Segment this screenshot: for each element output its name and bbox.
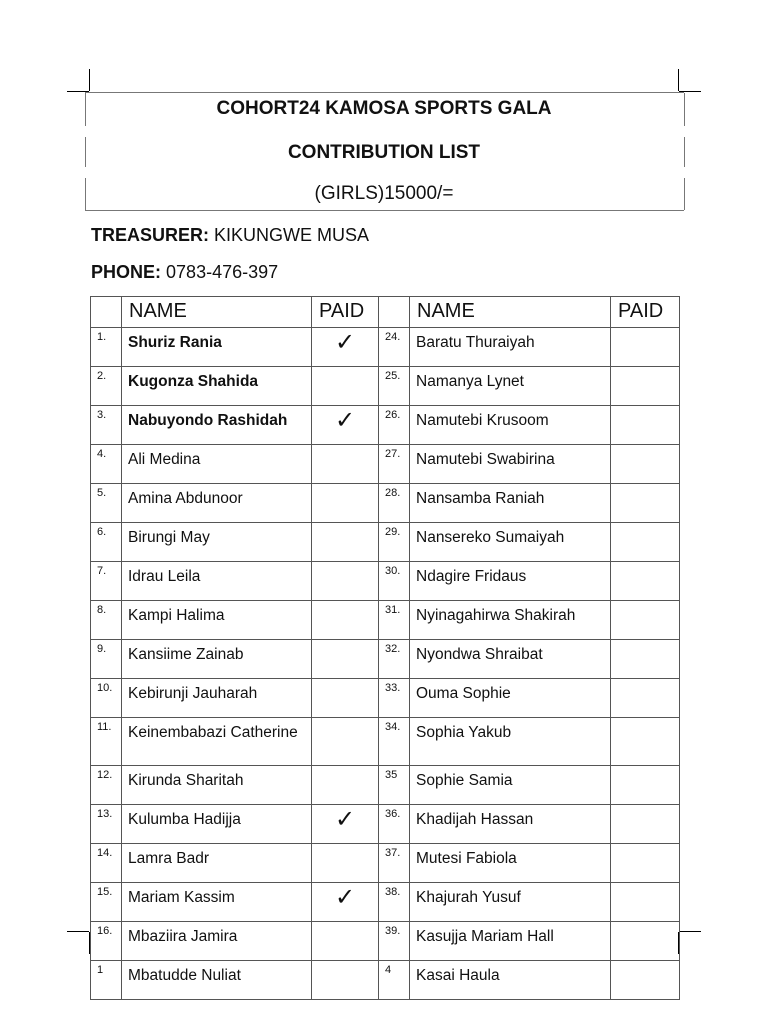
paid-cell-left — [312, 601, 379, 640]
student-name-left: Kulumba Hadijja — [122, 805, 312, 844]
row-number-left: 2. — [91, 367, 122, 406]
header-paid-left: PAID — [312, 297, 379, 328]
student-name-right: Namanya Lynet — [410, 367, 611, 406]
row-number-right: 25. — [379, 367, 410, 406]
student-name-left: Amina Abdunoor — [122, 484, 312, 523]
student-name-right: Nansamba Raniah — [410, 484, 611, 523]
paid-cell-left — [312, 805, 379, 844]
student-name-left: Ali Medina — [122, 445, 312, 484]
paid-cell-right — [611, 406, 680, 445]
row-number-left: 16. — [91, 922, 122, 961]
paid-cell-right — [611, 766, 680, 805]
row-number-right: 26. — [379, 406, 410, 445]
table-row — [91, 406, 680, 445]
row-number-left: 1. — [91, 328, 122, 367]
table-row — [91, 922, 680, 961]
row-number-left: 9. — [91, 640, 122, 679]
paid-cell-right — [611, 562, 680, 601]
row-number-left: 15. — [91, 883, 122, 922]
student-name-right: Ouma Sophie — [410, 679, 611, 718]
table-row — [91, 679, 680, 718]
student-name-left: Shuriz Rania — [122, 328, 312, 367]
row-number-left: 10. — [91, 679, 122, 718]
row-number-left: 7. — [91, 562, 122, 601]
paid-cell-right — [611, 718, 680, 766]
student-name-right: Sophia Yakub — [410, 718, 611, 766]
student-name-right: Namutebi Krusoom — [410, 406, 611, 445]
page-subtitle: CONTRIBUTION LIST — [287, 142, 481, 163]
paid-cell-right — [611, 922, 680, 961]
header-bottom-border — [85, 210, 684, 211]
row-number-left: 6. — [91, 523, 122, 562]
page-title: COHORT24 KAMOSA SPORTS GALA — [216, 98, 552, 119]
student-name-left: Mariam Kassim — [122, 883, 312, 922]
treasurer-line — [91, 225, 369, 246]
student-name-right: Khajurah Yusuf — [410, 883, 611, 922]
table-row — [91, 844, 680, 883]
row-number-right: 34. — [379, 718, 410, 766]
row-number-left: 3. — [91, 406, 122, 445]
table-row — [91, 718, 680, 766]
student-name-right: Nyondwa Shraibat — [410, 640, 611, 679]
table-row — [91, 484, 680, 523]
crop-mark-top-right-v — [678, 69, 679, 91]
table-row — [91, 328, 680, 367]
student-name-right: Sophie Samia — [410, 766, 611, 805]
row-number-right: 28. — [379, 484, 410, 523]
student-name-left: Kebirunji Jauharah — [122, 679, 312, 718]
row-number-right: 27. — [379, 445, 410, 484]
paid-cell-right — [611, 523, 680, 562]
paid-cell-left — [312, 718, 379, 766]
check-mark-icon: ✓ — [334, 806, 356, 833]
paid-cell-left — [312, 883, 379, 922]
row-number-left: 12. — [91, 766, 122, 805]
paid-cell-right — [611, 484, 680, 523]
row-number-left: 8. — [91, 601, 122, 640]
header-name-right: NAME — [410, 297, 611, 328]
row-number-right: 38. — [379, 883, 410, 922]
header-num-right — [379, 297, 410, 328]
student-name-right: Mutesi Fabiola — [410, 844, 611, 883]
table-row — [91, 601, 680, 640]
student-name-right: Namutebi Swabirina — [410, 445, 611, 484]
table-row — [91, 961, 680, 1000]
paid-cell-left — [312, 961, 379, 1000]
student-name-right: Baratu Thuraiyah — [410, 328, 611, 367]
phone-value: 0783-476-397 — [166, 262, 279, 282]
student-name-right: Nansereko Sumaiyah — [410, 523, 611, 562]
crop-mark-bottom-right-h — [679, 931, 701, 932]
student-name-right: Nyinagahirwa Shakirah — [410, 601, 611, 640]
row-number-left: 1 — [91, 961, 122, 1000]
check-mark-icon: ✓ — [334, 329, 356, 356]
check-mark-icon: ✓ — [334, 884, 356, 911]
header-paid-right: PAID — [611, 297, 680, 328]
table-row — [91, 640, 680, 679]
student-name-left: Kampi Halima — [122, 601, 312, 640]
row-number-right: 35 — [379, 766, 410, 805]
table-body — [91, 328, 680, 1000]
treasurer-label: TREASURER: — [91, 225, 210, 245]
paid-cell-left — [312, 844, 379, 883]
row-number-right: 29. — [379, 523, 410, 562]
paid-cell-left — [312, 328, 379, 367]
paid-cell-left — [312, 445, 379, 484]
crop-mark-bottom-left-h — [67, 931, 89, 932]
row-number-right: 31. — [379, 601, 410, 640]
table-row — [91, 562, 680, 601]
paid-cell-right — [611, 961, 680, 1000]
student-name-right: Khadijah Hassan — [410, 805, 611, 844]
student-name-left: Lamra Badr — [122, 844, 312, 883]
table-row — [91, 883, 680, 922]
student-name-left: Kugonza Shahida — [122, 367, 312, 406]
paid-cell-right — [611, 601, 680, 640]
paid-cell-left — [312, 484, 379, 523]
student-name-left: Kirunda Sharitah — [122, 766, 312, 805]
header-name-left: NAME — [122, 297, 312, 328]
row-number-right: 33. — [379, 679, 410, 718]
paid-cell-left — [312, 367, 379, 406]
paid-cell-right — [611, 883, 680, 922]
treasurer-value: KIKUNGWE MUSA — [214, 225, 370, 245]
paid-cell-right — [611, 328, 680, 367]
row-number-left: 4. — [91, 445, 122, 484]
paid-cell-right — [611, 679, 680, 718]
table-row — [91, 766, 680, 805]
paid-cell-left — [312, 523, 379, 562]
student-name-right: Kasai Haula — [410, 961, 611, 1000]
paid-cell-right — [611, 844, 680, 883]
header-num-left — [91, 297, 122, 328]
check-mark-icon: ✓ — [334, 407, 356, 434]
paid-cell-left — [312, 562, 379, 601]
row-number-right: 37. — [379, 844, 410, 883]
student-name-left: Nabuyondo Rashidah — [122, 406, 312, 445]
row-number-right: 4 — [379, 961, 410, 1000]
row-number-right: 36. — [379, 805, 410, 844]
student-name-right: Ndagire Fridaus — [410, 562, 611, 601]
table-row — [91, 445, 680, 484]
row-number-right: 39. — [379, 922, 410, 961]
paid-cell-left — [312, 640, 379, 679]
table-header-row — [91, 297, 680, 328]
amount-label: (GIRLS)15000/= — [314, 183, 454, 204]
crop-mark-top-left-v — [89, 69, 90, 91]
paid-cell-right — [611, 640, 680, 679]
row-number-left: 14. — [91, 844, 122, 883]
row-number-left: 11. — [91, 718, 122, 766]
row-number-left: 13. — [91, 805, 122, 844]
student-name-left: Kansiime Zainab — [122, 640, 312, 679]
student-name-right: Kasujja Mariam Hall — [410, 922, 611, 961]
phone-line — [91, 262, 278, 283]
paid-cell-right — [611, 805, 680, 844]
student-name-left: Mbaziira Jamira — [122, 922, 312, 961]
phone-label: PHONE: — [91, 262, 162, 282]
paid-cell-left — [312, 679, 379, 718]
contribution-table — [90, 296, 680, 1000]
row-number-left: 5. — [91, 484, 122, 523]
student-name-left: Keinembabazi Catherine — [122, 718, 312, 766]
row-number-right: 30. — [379, 562, 410, 601]
paid-cell-left — [312, 766, 379, 805]
student-name-left: Idrau Leila — [122, 562, 312, 601]
student-name-left: Birungi May — [122, 523, 312, 562]
student-name-left: Mbatudde Nuliat — [122, 961, 312, 1000]
paid-cell-right — [611, 367, 680, 406]
paid-cell-right — [611, 445, 680, 484]
table-row — [91, 523, 680, 562]
paid-cell-left — [312, 406, 379, 445]
row-number-right: 24. — [379, 328, 410, 367]
table-row — [91, 805, 680, 844]
row-number-right: 32. — [379, 640, 410, 679]
paid-cell-left — [312, 922, 379, 961]
table-row — [91, 367, 680, 406]
